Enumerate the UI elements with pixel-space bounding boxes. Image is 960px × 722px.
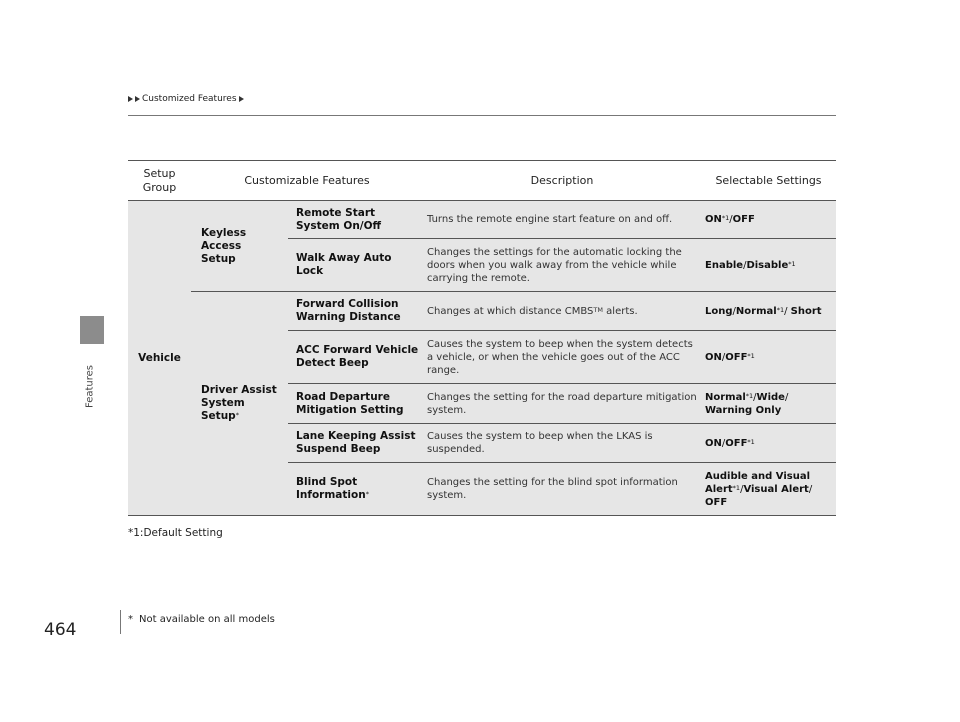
setup-group-cell: Vehicle <box>128 201 191 516</box>
setting-option: ON <box>705 214 722 225</box>
setting-option: OFF <box>725 437 748 449</box>
default-setting-mark: *1 <box>747 437 755 446</box>
selectable-settings <box>701 424 836 463</box>
setting-separator: / <box>740 483 744 495</box>
selectable-settings <box>701 201 836 239</box>
header-setup-group: Setup Group <box>128 161 191 201</box>
header-rule <box>128 115 836 116</box>
feature-description: Changes the setting for the road departure mitigation system. <box>423 384 701 424</box>
divider <box>120 610 121 634</box>
availability-mark: * <box>365 490 369 498</box>
feature-name: Blind Spot Information* <box>288 463 423 516</box>
breadcrumb-arrow-icon <box>239 96 244 102</box>
setting-separator: / <box>784 305 791 317</box>
setting-option: Enable <box>705 259 744 271</box>
selectable-settings <box>701 239 836 292</box>
setting-option: Normal <box>735 305 777 317</box>
setting-option: Long <box>705 305 733 317</box>
setting-option: OFF <box>705 496 728 508</box>
header-customizable-features: Customizable Features <box>191 161 423 201</box>
setup-subgroup-cell: Keyless Access Setup <box>191 201 288 292</box>
selectable-settings <box>701 384 836 424</box>
default-setting-mark: *1 <box>745 391 754 400</box>
setting-separator: / <box>721 437 726 449</box>
availability-mark: * <box>128 614 133 625</box>
footnote: *1:Default Setting <box>128 527 223 539</box>
setting-option: Short <box>790 305 822 317</box>
selectable-settings <box>701 463 836 516</box>
header-description: Description <box>423 161 701 201</box>
setting-option: OFF <box>732 214 755 225</box>
customizable-features-table <box>128 160 836 516</box>
page-number: 464 <box>44 620 77 640</box>
feature-name: Remote Start System On/Off <box>288 201 423 239</box>
setting-separator: / <box>808 483 813 495</box>
section-tab <box>80 316 104 344</box>
setting-separator: / <box>753 391 757 403</box>
selectable-settings <box>701 292 836 331</box>
setting-option: Wide <box>756 391 785 403</box>
setting-option: Disable <box>746 259 789 271</box>
setting-separator: / <box>784 391 789 403</box>
feature-name: Forward Collision Warning Distance <box>288 292 423 331</box>
feature-description: Causes the system to beep when the system detects a vehicle, or when the vehicle goes out of the ACC range. <box>423 331 701 384</box>
default-setting-mark: *1 <box>776 305 785 314</box>
availability-text: Not available on all models <box>139 614 275 625</box>
breadcrumb-arrow-icon <box>135 96 140 102</box>
feature-description: Turns the remote engine start feature on and off. <box>423 201 701 239</box>
table-row <box>128 201 836 239</box>
setting-separator: / <box>732 305 736 317</box>
setting-option: Warning Only <box>705 404 782 416</box>
default-setting-mark: *1 <box>721 214 730 222</box>
availability-note <box>128 614 275 625</box>
section-label: Features <box>84 365 96 409</box>
availability-mark: * <box>235 411 239 419</box>
feature-description: Causes the system to beep when the LKAS is suspended. <box>423 424 701 463</box>
breadcrumb-section[interactable]: Customized Features <box>142 94 237 104</box>
setting-separator: / <box>743 259 747 271</box>
feature-description: Changes the setting for the blind spot information system. <box>423 463 701 516</box>
setting-option: ON <box>705 351 722 363</box>
default-setting-mark: *1 <box>732 483 741 492</box>
setting-option: OFF <box>725 351 748 363</box>
feature-name: Road Departure Mitigation Setting <box>288 384 423 424</box>
default-setting-mark: *1 <box>747 351 755 360</box>
setting-option: ON <box>705 437 722 449</box>
setup-subgroup-cell: Driver Assist System Setup* <box>191 292 288 516</box>
setting-separator: / <box>721 351 726 363</box>
selectable-settings <box>701 331 836 384</box>
trademark-mark: TM <box>593 305 603 314</box>
default-setting-mark: *1 <box>788 259 796 268</box>
setting-option: Audible and Visual Alert <box>705 470 811 495</box>
table-row <box>128 292 836 331</box>
setting-separator: / <box>729 214 733 225</box>
breadcrumb-arrow-icon <box>128 96 133 102</box>
feature-name: Walk Away Auto Lock <box>288 239 423 292</box>
feature-description: Changes the settings for the automatic locking the doors when you walk away from the vehicle while carrying the remote. <box>423 239 701 292</box>
setting-option: Normal <box>705 391 746 403</box>
header-selectable-settings: Selectable Settings <box>701 161 836 201</box>
feature-description: Changes at which distance CMBS™ alerts. <box>423 292 701 331</box>
feature-name: Lane Keeping Assist Suspend Beep <box>288 424 423 463</box>
breadcrumb <box>128 94 244 104</box>
setting-option: Visual Alert <box>743 483 809 495</box>
feature-name: ACC Forward Vehicle Detect Beep <box>288 331 423 384</box>
